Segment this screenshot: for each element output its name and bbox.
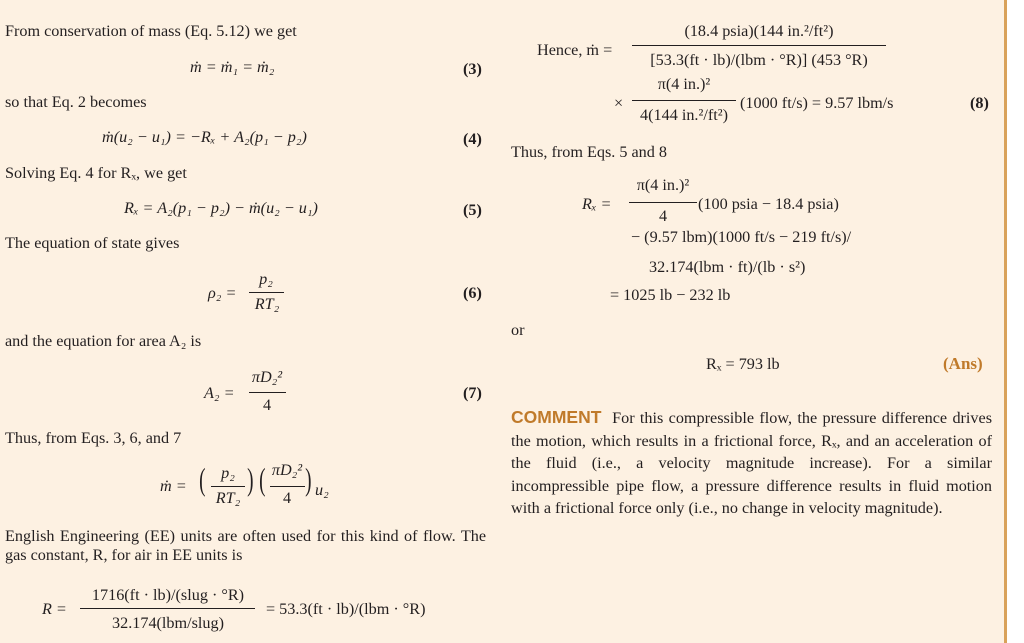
gas-constant-denominator: 32.174(lbm/slug) (112, 614, 224, 632)
equation-7-fraction-bar (249, 392, 286, 393)
mass-flow-fraction-1-numerator-text: p₂ (221, 464, 235, 482)
rx-numeric-result: = 1025 lb − 232 lb (610, 286, 731, 304)
eq2-becomes-text: so that Eq. 2 becomes (5, 93, 147, 111)
mass-flow-lhs (160, 477, 187, 496)
gas-constant-lhs (42, 600, 67, 619)
mass-flow-fraction-1-denominator (209, 489, 247, 508)
rx-momentum-term: − (9.57 lbm)(1000 ft/s − 219 ft/s)/ (631, 228, 852, 246)
equation-6-lhs-text: ρ₂ = (208, 284, 237, 302)
equation-6-denominator-text: RT₂ (254, 295, 280, 313)
equation-7-denominator: 4 (262, 396, 272, 414)
or-text: or (511, 321, 525, 339)
ee-units-paragraph: English Engineering (EE) units are often used for this kind of flow. The gas constant, R, for air in EE units is (5, 527, 486, 564)
equation-6-numerator-text: p₂ (259, 270, 273, 288)
mass-flow-paren-1-open: ( (199, 461, 206, 497)
gas-constant-fraction-bar (80, 608, 255, 609)
equation-5-text: Rₓ = A₂(p₁ − p₂) − ṁ(u₂ − u₁) (124, 199, 318, 217)
eq8-numerator-2: π(4 in.)² (657, 75, 711, 93)
equation-7-lhs (204, 384, 235, 403)
eq8-fraction-bar-2 (632, 100, 736, 101)
rx-fraction-denominator: 4 (658, 207, 668, 225)
equation-7-numerator-text: πD₂² (251, 368, 283, 386)
rx-lhs-text: Rₓ = (582, 195, 612, 213)
rx-fraction-numerator: π(4 in.)² (636, 176, 690, 194)
comment-heading: COMMENT (511, 407, 602, 427)
mass-flow-fraction-1-numerator (209, 464, 247, 483)
mass-flow-fraction-2-numerator-text: πD₂² (271, 461, 303, 479)
equation-number-5: (5) (463, 201, 482, 219)
gas-constant-numerator: 1716(ft · lb)/(slug · °R) (91, 586, 245, 604)
equation-6-lhs (208, 284, 236, 303)
mass-flow-paren-1-close: ) (247, 461, 254, 497)
rx-fraction-bar (629, 202, 697, 203)
eq8-denominator-2: 4(144 in.²/ft²) (640, 106, 728, 124)
mass-flow-paren-2-open: ( (259, 461, 266, 497)
eq8-result: (1000 ft/s) = 9.57 lbm/s (740, 94, 894, 112)
gas-constant-lhs-text: R = (42, 600, 67, 618)
equation-number-3: (3) (463, 60, 482, 78)
mass-flow-fraction-1-bar (211, 486, 245, 487)
equation-number-6: (6) (463, 284, 482, 302)
equation-4 (102, 128, 307, 147)
mass-flow-velocity-text: u₂ (315, 481, 329, 499)
comment-paragraph (511, 406, 992, 520)
equation-4-text: ṁ(u₂ − u₁) = −Rₓ + A₂(p₁ − p₂) (102, 128, 307, 146)
solving-eq4-text: Solving Eq. 4 for Rₓ, we get (5, 164, 187, 182)
equation-number-8: (8) (970, 94, 989, 112)
rx-conversion-term: 32.174(lbm · ft)/(lb · s²) (649, 258, 806, 276)
equation-7-numerator (246, 368, 288, 387)
rx-lhs (582, 195, 611, 214)
comment-body: For this compressible flow, the pressure difference drives the motion, which results in a frictional force, Rₓ, and an acceleration of the fluid (i.e., a velocity magnitude increase). For a similar incompressible pipe flow, a pressure difference results in fluid motion with a frictional force only (i.e., no change in velocity magnitude). (511, 409, 993, 518)
mass-flow-fraction-2-bar (270, 486, 305, 487)
from-eqs-5-8-text: Thus, from Eqs. 5 and 8 (511, 143, 668, 161)
from-eqs-3-6-7-text: Thus, from Eqs. 3, 6, and 7 (5, 429, 182, 447)
equation-of-state-text: The equation of state gives (5, 234, 180, 252)
mass-flow-paren-2-close: ) (305, 461, 312, 497)
equation-5 (124, 199, 318, 218)
mass-flow-lhs-text: ṁ = (160, 477, 187, 495)
equation-6-fraction-bar (249, 292, 284, 293)
area-equation-text: and the equation for area A₂ is (5, 332, 202, 350)
equation-6-denominator (248, 295, 286, 314)
equation-number-7: (7) (463, 384, 482, 402)
answer-label: (Ans) (943, 354, 983, 373)
equation-6-numerator (248, 270, 284, 289)
eq8-numerator-1: (18.4 psia)(144 in.²/ft²) (684, 22, 834, 40)
page-margin (1007, 0, 1024, 643)
gas-constant-rhs: = 53.3(ft · lb)/(lbm · °R) (266, 600, 426, 618)
equation-7-lhs-text: A₂ = (204, 384, 235, 402)
rx-final-answer: Rₓ = 793 lb (706, 355, 780, 373)
equation-3-text: ṁ = ṁ₁ = ṁ₂ (190, 58, 275, 76)
mass-flow-fraction-2-denominator: 4 (282, 489, 292, 507)
mass-flow-velocity (315, 481, 329, 500)
mass-flow-fraction-2-numerator (266, 461, 308, 480)
equation-3 (190, 58, 274, 77)
eq8-fraction-bar-1 (632, 45, 886, 46)
rx-pressure-term: (100 psia − 18.4 psia) (698, 195, 839, 213)
eq8-denominator-1: [53.3(ft · lb)/(lbm · °R)] (453 °R) (650, 51, 868, 69)
mass-flow-fraction-1-denominator-text: RT₂ (215, 489, 241, 507)
intro-conservation-text: From conservation of mass (Eq. 5.12) we get (5, 22, 297, 40)
equation-number-4: (4) (463, 130, 482, 148)
eq8-times-sign: × (614, 94, 624, 112)
hence-mdot-label: Hence, ṁ = (537, 41, 613, 59)
